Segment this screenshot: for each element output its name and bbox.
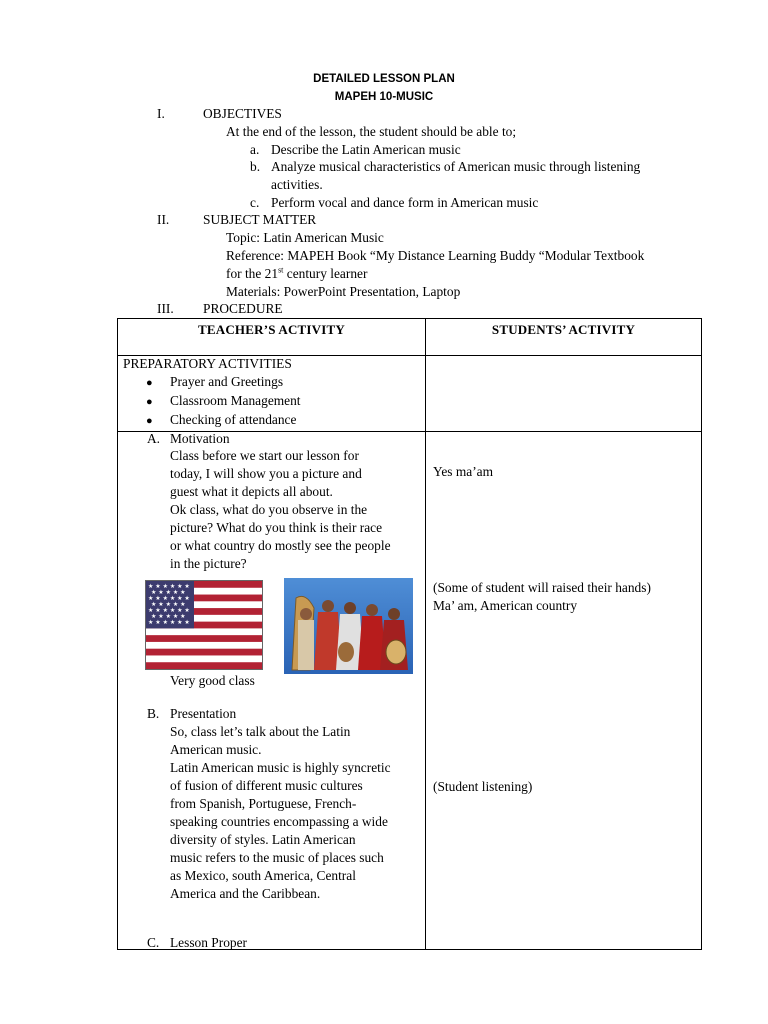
student-response: Yes ma’am [433, 464, 494, 479]
motivation-text: today, I will show you a picture and [170, 466, 362, 481]
presentation-text: as Mexico, south America, Central [170, 868, 356, 883]
svg-text:★ ★ ★ ★ ★: ★ ★ ★ ★ ★ [151, 613, 186, 620]
bullet-icon: ● [146, 396, 153, 408]
presentation-text: music refers to the music of places such [170, 850, 384, 865]
presentation-text: Latin American music is highly syncretic [170, 760, 391, 775]
preparatory-heading: PREPARATORY ACTIVITIES [123, 356, 292, 371]
section-numeral-subject: II. [157, 212, 170, 227]
presentation-text: from Spanish, Portuguese, French- [170, 796, 357, 811]
objective-item: Analyze musical characteristics of American music through listening [271, 159, 641, 174]
document-title: DETAILED LESSON PLAN [313, 73, 455, 85]
motivation-text: Class before we start our lesson for [170, 448, 359, 463]
document-subtitle: MAPEH 10-MUSIC [334, 91, 434, 103]
svg-text:★ ★ ★ ★ ★ ★: ★ ★ ★ ★ ★ ★ [148, 619, 190, 626]
motivation-praise: Very good class [170, 673, 255, 688]
svg-text:★ ★ ★ ★ ★ ★: ★ ★ ★ ★ ★ ★ [148, 595, 190, 602]
column-header-teacher: TEACHER’S ACTIVITY [118, 319, 426, 356]
students-activities-cell [426, 432, 702, 950]
subject-topic: Topic: Latin American Music [226, 230, 384, 245]
section-numeral-objectives: I. [157, 106, 165, 121]
presentation-text: America and the Caribbean. [170, 886, 321, 901]
step-marker: B. [147, 706, 160, 721]
section-numeral-procedure: III. [157, 301, 174, 316]
preparatory-students-cell [426, 356, 702, 432]
objective-marker: b. [250, 159, 261, 174]
presentation-text: speaking countries encompassing a wide [170, 814, 388, 829]
motivation-text: in the picture? [170, 556, 247, 571]
presentation-text: diversity of styles. Latin American [170, 832, 356, 847]
preparatory-item: Classroom Management [170, 393, 301, 408]
subject-reference-continued: for the 21st century learner [226, 265, 368, 281]
motivation-text: picture? What do you think is their race [170, 520, 383, 535]
motivation-text: or what country do mostly see the people [170, 538, 391, 553]
preparatory-item: Checking of attendance [170, 412, 297, 427]
bullet-icon: ● [146, 415, 153, 427]
section-heading-objectives: OBJECTIVES [203, 106, 282, 121]
section-heading-subject: SUBJECT MATTER [203, 212, 317, 227]
subject-materials: Materials: PowerPoint Presentation, Laptop [226, 284, 461, 299]
step-marker: A. [147, 431, 161, 446]
subject-reference: Reference: MAPEH Book “My Distance Learning Buddy “Modular Textbook [226, 248, 645, 263]
objective-marker: a. [250, 142, 260, 157]
svg-text:★ ★ ★ ★ ★ ★: ★ ★ ★ ★ ★ ★ [148, 607, 190, 614]
objective-marker: c. [250, 195, 260, 210]
svg-text:★ ★ ★ ★ ★: ★ ★ ★ ★ ★ [151, 589, 186, 596]
us-flag-image [145, 580, 263, 670]
student-response: Ma’ am, American country [433, 598, 578, 613]
motivation-text: Ok class, what do you observe in the [170, 502, 368, 517]
student-response: (Some of student will raised their hands) [433, 580, 651, 595]
objective-item-continued: activities. [271, 177, 323, 192]
bullet-icon: ● [146, 377, 153, 389]
motivation-text: guest what it depicts all about. [170, 484, 333, 499]
svg-text:★ ★ ★ ★ ★: ★ ★ ★ ★ ★ [151, 601, 186, 608]
presentation-title: Presentation [170, 706, 237, 721]
step-marker: C. [147, 935, 160, 950]
section-heading-procedure: PROCEDURE [203, 301, 283, 316]
presentation-text: So, class let’s talk about the Latin [170, 724, 351, 739]
objectives-intro: At the end of the lesson, the student should be able to; [226, 124, 517, 139]
student-response: (Student listening) [433, 779, 533, 794]
presentation-text: American music. [170, 742, 262, 757]
presentation-text: of fusion of different music cultures [170, 778, 363, 793]
lesson-proper-title: Lesson Proper [170, 935, 247, 950]
preparatory-item: Prayer and Greetings [170, 374, 284, 389]
svg-text:★ ★ ★ ★ ★ ★: ★ ★ ★ ★ ★ ★ [148, 583, 190, 590]
objective-item: Describe the Latin American music [271, 142, 461, 157]
andean-musicians-photo [284, 578, 413, 674]
objective-item: Perform vocal and dance form in American music [271, 195, 539, 210]
column-header-students: STUDENTS’ ACTIVITY [426, 319, 702, 356]
motivation-title: Motivation [170, 431, 230, 446]
